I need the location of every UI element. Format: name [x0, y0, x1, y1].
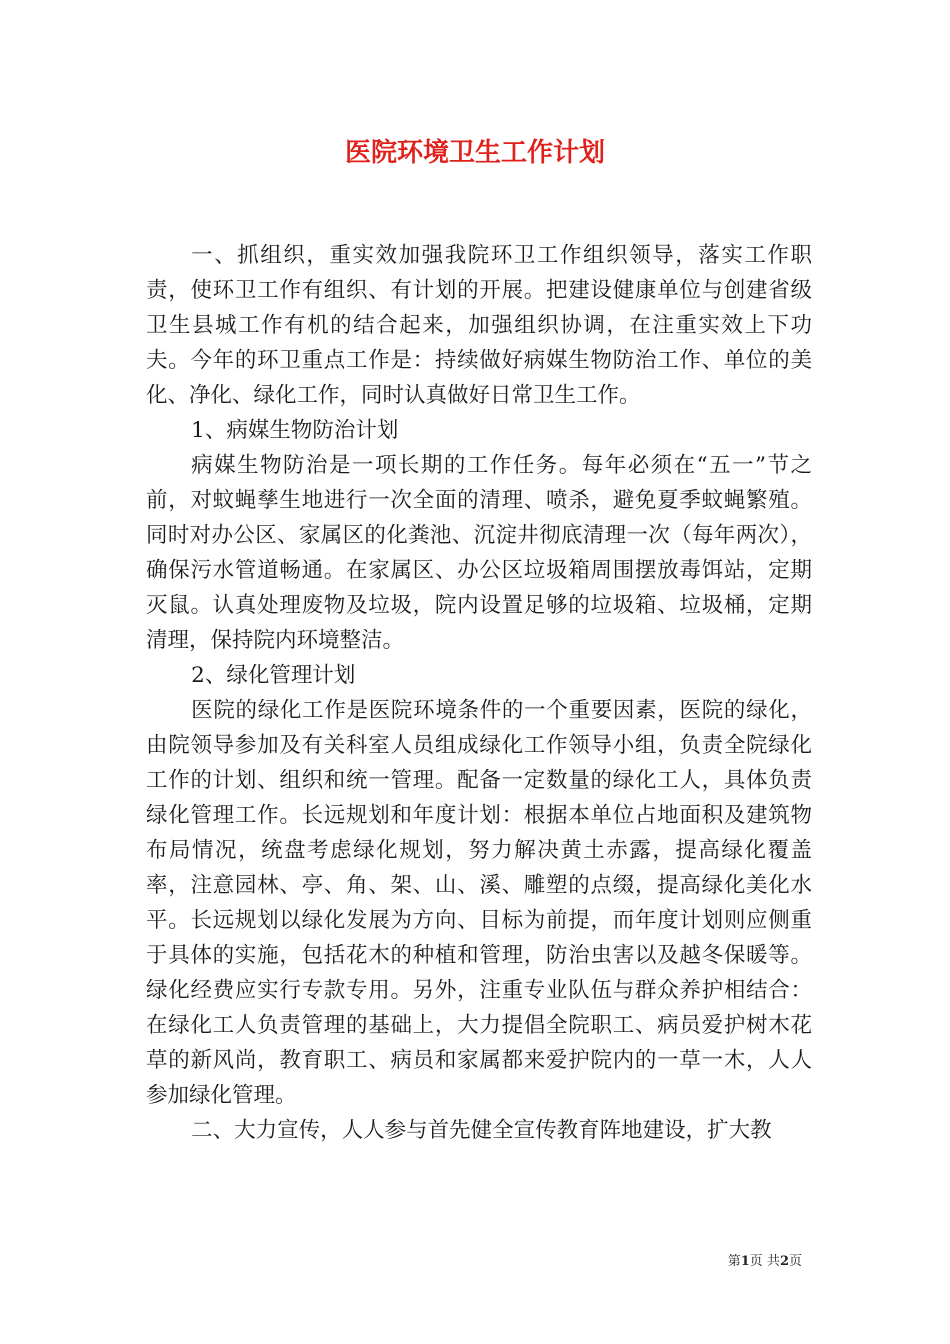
footer-prefix: 第: [727, 1254, 741, 1269]
document-title: 医院环境卫生工作计划: [344, 138, 605, 168]
footer-total-pages: 2: [779, 1254, 789, 1269]
page-footer: [728, 1250, 802, 1269]
footer-middle: 页 共: [749, 1254, 780, 1269]
paragraph-vector-control: 病媒生物防治是一项长期的工作任务。每年必须在“五一”节之前，对蚊蝇孳生地进行一次全面的清理、喷杀，避免夏季蚊蝇繁殖。同时对办公区、家属区的化粪池、沉淀井彻底清理一次（每年两次），确保污水管道畅通。在家属区、办公区垃圾箱周围摆放毒饵站，定期灭鼠。认真处理废物及垃圾，院内设置足够的垃圾箱、垃圾桶，定期清理，保持院内环境整洁。: [146, 453, 812, 653]
subheading-greening: 2、绿化管理计划: [191, 663, 356, 688]
footer-suffix: 页: [788, 1254, 802, 1269]
paragraph-organization: 一、抓组织，重实效加强我院环卫工作组织领导，落实工作职责，使环卫工作有组织、有计划的开展。把建设健康单位与创建省级卫生县城工作有机的结合起来，加强组织协调，在注重实效上下功夫。今年的环卫重点工作是：持续做好病媒生物防治工作、单位的美化、净化、绿化工作，同时认真做好日常卫生工作。: [146, 243, 812, 408]
document-body: [146, 238, 812, 1148]
footer-page-number: 1: [740, 1254, 750, 1269]
paragraph-publicity: 二、大力宣传，人人参与首先健全宣传教育阵地建设，扩大教: [191, 1118, 772, 1143]
subheading-vector-control: 1、病媒生物防治计划: [191, 418, 399, 443]
paragraph-greening: 医院的绿化工作是医院环境条件的一个重要因素，医院的绿化，由院领导参加及有关科室人员组成绿化工作领导小组，负责全院绿化工作的计划、组织和统一管理。配备一定数量的绿化工人，具体负责绿化管理工作。长远规划和年度计划：根据本单位占地面积及建筑物布局情况，统盘考虑绿化规划，努力解决黄土赤露，提高绿化覆盖率，注意园林、亭、角、架、山、溪、雕塑的点缀，提高绿化美化水平。长远规划以绿化发展为方向、目标为前提，而年度计划则应侧重于具体的实施，包括花木的种植和管理，防治虫害以及越冬保暖等。绿化经费应实行专款专用。另外，注重专业队伍与群众养护相结合：在绿化工人负责管理的基础上，大力提倡全院职工、病员爱护树木花草的新风尚，教育职工、病员和家属都来爱护院内的一草一木，人人参加绿化管理。: [146, 698, 812, 1108]
